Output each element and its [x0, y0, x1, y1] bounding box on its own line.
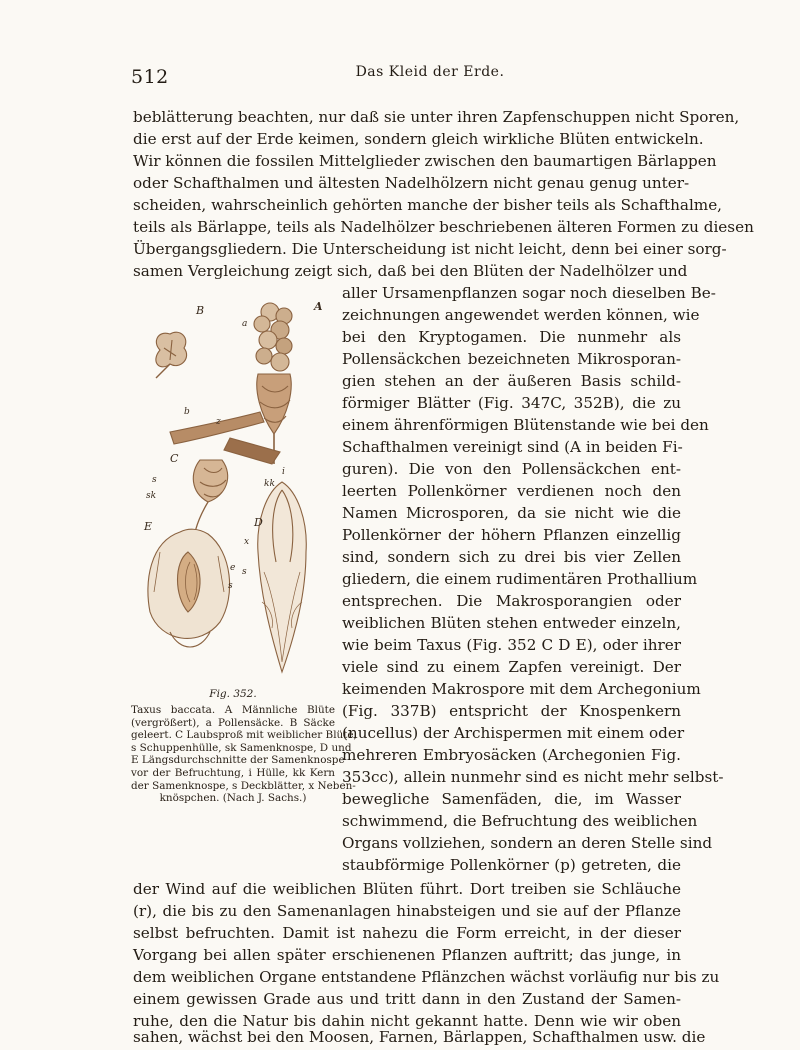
figure-letter: A: [314, 300, 323, 313]
body-line: teils als Bärlappe, teils als Nadelhölzer beschriebenen älteren Formen zu diesen: [133, 218, 754, 236]
body-line: Pollenkörner der höhern Pflanzen einzellig: [342, 526, 681, 544]
caption-line: knöspchen. (Nach J. Sachs.): [159, 792, 307, 805]
caption-line: vor der Befruchtung, i Hülle, kk Kern: [131, 766, 335, 779]
body-line: der Wind auf die weiblichen Blüten führt. Dort treiben sie Schläuche: [133, 880, 681, 898]
body-line: sind, sondern sich zu drei bis vier Zellen: [342, 548, 681, 566]
figure-letter: a: [242, 319, 248, 329]
figure-part-a: [254, 303, 292, 464]
figure-part-d: [258, 482, 307, 672]
body-line: gien stehen an der äußeren Basis schild-: [342, 372, 681, 390]
figure-label: Fig. 352.: [209, 688, 257, 700]
body-line: Namen Microsporen, da sie nicht wie die: [342, 504, 681, 522]
page-number: 512: [131, 66, 169, 88]
figure-letter: b: [184, 407, 190, 417]
caption-line: der Samenknospe, s Deckblätter, x Neben-: [131, 779, 356, 792]
figure-letter: s: [228, 581, 233, 591]
body-line: entsprechen. Die Makrosporangien oder: [342, 592, 681, 610]
body-line: weiblichen Blüten stehen entweder einzeln,: [342, 614, 681, 632]
figure-letter: i: [282, 467, 285, 477]
body-line: mehreren Embryosäcken (Archegonien Fig.: [342, 746, 681, 764]
body-line: oder Schafthalmen und ältesten Nadelhölzern nicht genau genug unter-: [133, 174, 690, 192]
body-line: sahen, wächst bei den Moosen, Farnen, Bärlappen, Schafthalmen usw. die: [133, 1028, 706, 1046]
figure-part-e: [148, 529, 230, 647]
body-line: leerten Pollenkörner verdienen noch den: [342, 482, 681, 500]
taxus-drawing: [130, 282, 330, 682]
figure-letter: C: [170, 452, 179, 465]
body-line: die erst auf der Erde keimen, sondern gleich wirkliche Blüten entwickeln.: [133, 130, 704, 148]
figure-letter: D: [254, 516, 263, 529]
body-line: selbst befruchten. Damit ist nahezu die Form erreicht, in der dieser: [133, 924, 681, 942]
body-line: schwimmend, die Befruchtung des weiblichen: [342, 812, 698, 830]
body-line: (r), die bis zu den Samenanlagen hinabsteigen und sie auf der Pflanze: [133, 902, 681, 920]
figure-letter: e: [230, 563, 236, 573]
figure-letter: sk: [146, 491, 157, 501]
figure-letter: E: [144, 520, 153, 533]
figure-letter: s: [242, 567, 247, 577]
figure-letter: z: [216, 417, 221, 427]
body-line: einem gewissen Grade aus und tritt dann in den Zustand der Samen-: [133, 990, 681, 1008]
body-line: 353cc), allein nunmehr sind es nicht mehr selbst-: [342, 768, 724, 786]
body-line: keimenden Makrospore mit dem Archegonium: [342, 680, 701, 698]
caption-line: Taxus baccata. A Männliche Blüte: [131, 704, 335, 716]
body-line: zeichnungen angewendet werden können, wie: [342, 306, 700, 324]
figure-letter: B: [196, 304, 205, 317]
body-line: bewegliche Samenfäden, die, im Wasser: [342, 790, 681, 808]
body-line: einem ährenförmigen Blütenstande wie bei den: [342, 416, 709, 434]
body-line: samen Vergleichung zeigt sich, daß bei den Blüten der Nadelhölzer und: [133, 262, 688, 280]
figure-letter: s: [152, 475, 157, 485]
body-line: scheiden, wahrscheinlich gehörten manche der bisher teils als Schafthalme,: [133, 196, 723, 214]
body-line: (Fig. 337B) entspricht der Knospenkern: [342, 702, 681, 720]
body-line: aller Ursamenpflanzen sogar noch dieselben Be-: [342, 284, 716, 302]
figure-letter: kk: [264, 479, 275, 489]
body-line: ruhe, den die Natur bis dahin nicht gekannt hatte. Denn wie wir oben: [133, 1012, 681, 1030]
taxus-illustration: [130, 282, 330, 682]
body-line: Übergangsgliedern. Die Unterscheidung ist nicht leicht, denn bei einer sorg-: [133, 240, 727, 258]
body-line: förmiger Blätter (Fig. 347C, 352B), die zu: [342, 394, 681, 412]
body-line: wie beim Taxus (Fig. 352 C D E), oder ihrer: [342, 636, 681, 654]
caption-line: geleert. C Laubsproß mit weiblicher Blüte,: [131, 729, 357, 742]
running-title: Das Kleid der Erde.: [355, 64, 505, 80]
body-line: dem weiblichen Organe entstandene Pflänzchen wächst vorläufig nur bis zu: [133, 968, 720, 986]
body-line: staubförmige Pollenkörner (p) getreten, die: [342, 856, 681, 874]
body-line: bei den Kryptogamen. Die nunmehr als: [342, 328, 681, 346]
body-line: Pollensäckchen bezeichneten Mikrosporan-: [342, 350, 681, 368]
figure-caption: [131, 704, 357, 805]
caption-line: E Längsdurchschnitte der Samenknospe: [131, 754, 345, 767]
body-line: gliedern, die einem rudimentären Prothallium: [342, 570, 698, 588]
body-line: Organs vollziehen, sondern an deren Stelle sind: [342, 834, 713, 852]
body-line: Vorgang bei allen später erschienenen Pflanzen auftritt; das junge, in: [133, 946, 681, 964]
figure-letter: x: [244, 537, 250, 547]
caption-line: (vergrößert), a Pollensäcke. B Säcke: [131, 716, 335, 729]
body-line: guren). Die von den Pollensäckchen ent-: [342, 460, 681, 478]
body-line: Wir können die fossilen Mittelglieder zwischen den baumartigen Bärlappen: [133, 152, 717, 170]
body-line: viele sind zu einem Zapfen vereinigt. Der: [342, 658, 681, 676]
caption-line: s Schuppenhülle, sk Samenknospe, D und: [131, 741, 352, 754]
figure-part-b: [156, 332, 187, 378]
body-line: beblätterung beachten, nur daß sie unter ihren Zapfenschuppen nicht Sporen,: [133, 108, 740, 126]
body-line: (nucellus) der Archispermen mit einem oder: [342, 724, 685, 742]
body-line: Schafthalmen vereinigt sind (A in beiden Fi-: [342, 438, 683, 456]
